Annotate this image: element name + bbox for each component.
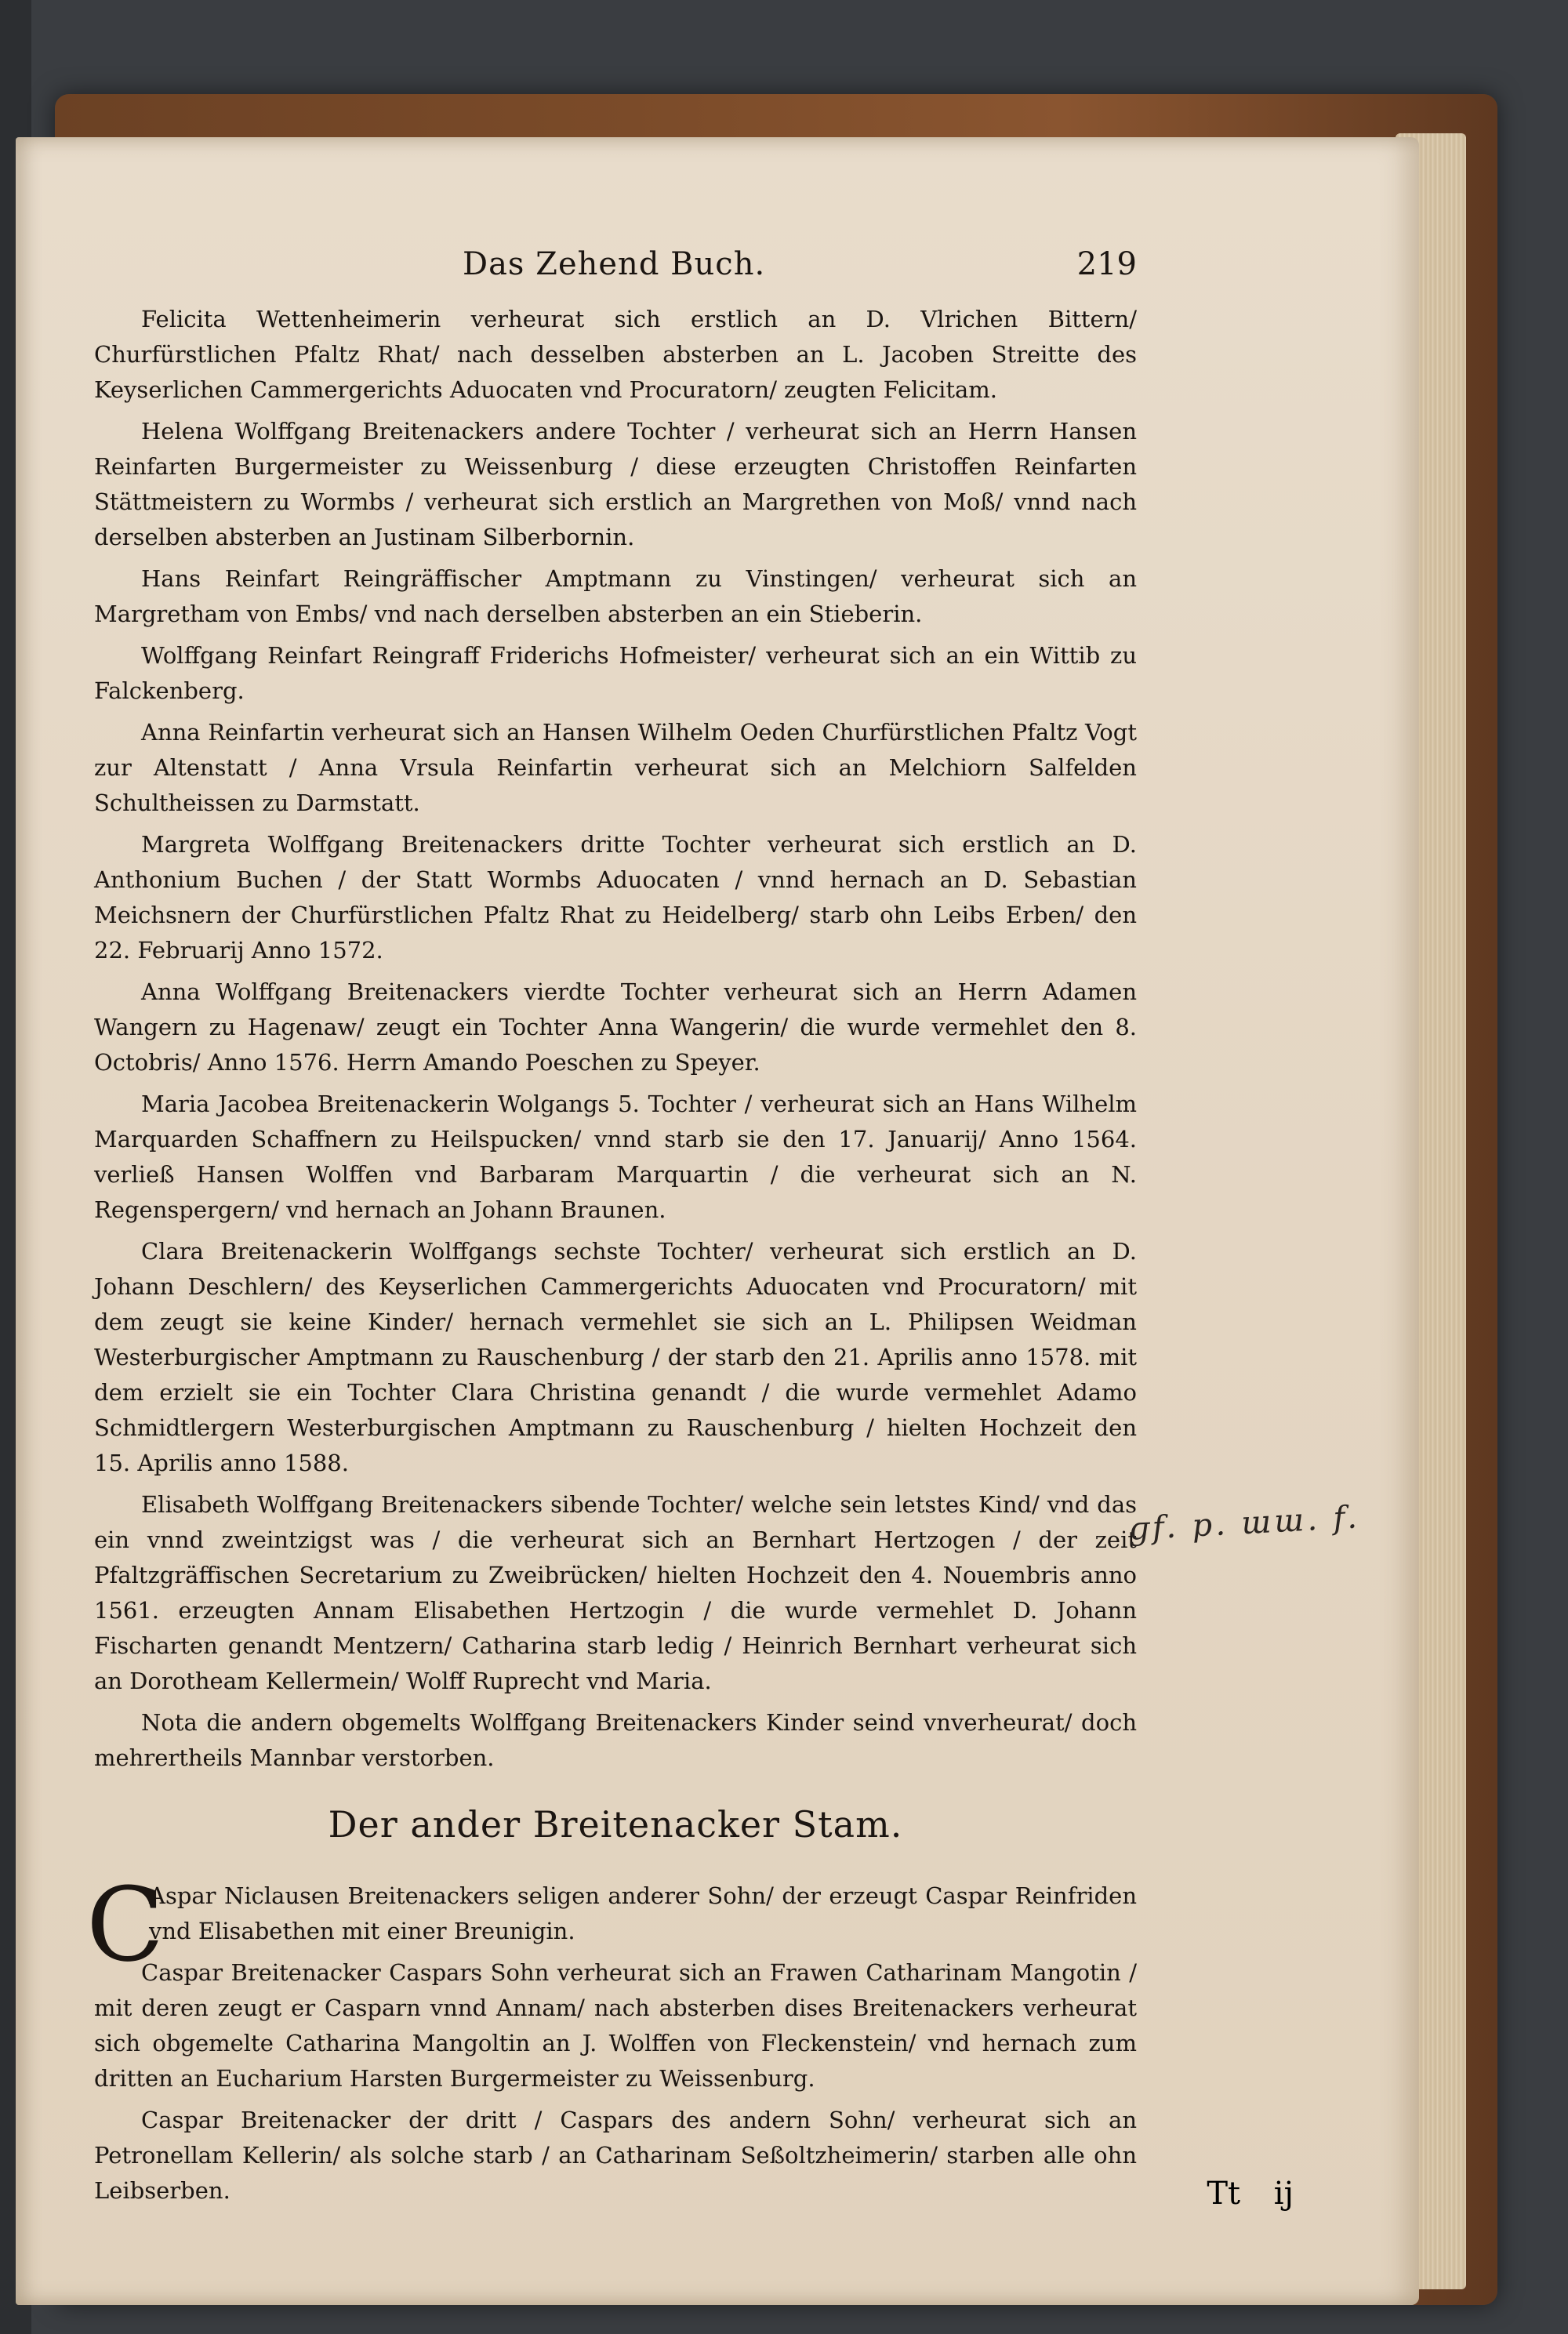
- paragraph: Felicita Wettenheimerin verheurat sich erstlich an D. Vlrichen Bittern/ Churfürstlichen Pfaltz Rhat/ nach desselben absterben an L. Jacoben Streitte des Keyserlichen Cammergerichts Aduocaten vnd Procuratorn/ zeugten Felicitam.: [94, 306, 1137, 403]
- paragraph: Caspar Breitenacker Caspars Sohn verheurat sich an Frawen Catharinam Mangotin / mit deren zeugt er Casparn vnnd Annam/ nach absterben dises Breitenackers verheurat sich obgemelte Catharina Mangoltin an J. Wolffen von Fleckenstein/ vnd hernach zum dritten an Eucharium Harsten Burgermeister zu Weissenburg.: [94, 1959, 1137, 2092]
- paragraph: Clara Breitenackerin Wolffgangs sechste Tochter/ verheurat sich erstlich an D. Johann Deschlern/ des Keyserlichen Cammergerichts Aduocaten vnd Procuratorn/ mit dem zeugt sie keine Kinder/ hernach vermehlet sie sich an L. Philipsen Weidman Westerburgischer Amptmann zu Rauschenburg / der starb den 21. Aprilis anno 1578. mit dem erzielt sie ein Tochter Clara Christina genandt / die wurde vermehlet Adamo Schmidtlergern Westerburgischen Amptmann zu Rauschenburg / hielten Hochzeit den 15. Aprilis anno 1588.: [94, 1238, 1137, 1476]
- section-heading: Der ander Breitenacker Stam.: [328, 1803, 903, 1846]
- paragraph: Maria Jacobea Breitenackerin Wolgangs 5. Tochter / verheurat sich an Hans Wilhelm Marquarden Schaffnern zu Heilspucken/ vnnd starb sie den 17. Januarij/ Anno 1564. verließ Hansen Wolffen vnd Barbaram Marquartin / die verheurat sich an N. Regenspergern/ vnd hernach an Johann Braunen.: [94, 1091, 1137, 1223]
- book-page: [16, 137, 1419, 2305]
- signature-mark: Tt ij: [1207, 2176, 1294, 2212]
- paragraph: Caspar Breitenacker der dritt / Caspars des andern Sohn/ verheurat sich an Petronellam Kellerin/ als solche starb / an Catharinam Seßoltzheimerin/ starben alle ohn Leibserben.: [94, 2107, 1137, 2204]
- dropcap-paragraph: [86, 1865, 1137, 1984]
- dropcap-paragraph-text: Aspar Niclausen Breitenackers seligen anderer Sohn/ der erzeugt Caspar Reinfriden vnd Elisabethen mit einer Breunigin.: [149, 1882, 1137, 1944]
- running-title: Das Zehend Buch.: [463, 246, 766, 282]
- handwritten-margin-note: ɡf. p. ɯɯ. f.: [1127, 1499, 1361, 1548]
- paragraph: Elisabeth Wolffgang Breitenackers sibende Tochter/ welche sein letstes Kind/ vnd das ein vnnd zweintzigst was / die verheurat sich an Bernhart Hertzogen / der zeit Pfaltzgräffischen Secretarium zu Zweibrücken/ hielten Hochzeit den 4. Nouembris anno 1561. erzeugten Annam Elisabethen Hertzogin / die wurde vermehlet D. Johann Fischarten genandt Mentzern/ Catharina starb ledig / Heinrich Bernhart verheurat sich an Dorotheam Kellermein/ Wolff Ruprecht vnd Maria.: [94, 1491, 1137, 1694]
- running-header: [94, 247, 1137, 302]
- paragraph: Wolffgang Reinfart Reingraff Friderichs Hofmeister/ verheurat sich an ein Wittib zu Falckenberg.: [94, 642, 1137, 704]
- paragraph: Anna Reinfartin verheurat sich an Hansen Wilhelm Oeden Churfürstlichen Pfaltz Vogt zur Altenstatt / Anna Vrsula Reinfartin verheurat sich an Melchiorn Salfelden Schultheissen zu Darmstatt.: [94, 719, 1137, 816]
- paragraph: Nota die andern obgemelts Wolffgang Breitenackers Kinder seind vnverheurat/ doch mehrertheils Mannbar verstorben.: [94, 1709, 1137, 1771]
- paragraph: Hans Reinfart Reingräffischer Amptmann zu Vinstingen/ verheurat sich an Margretham von Embs/ vnd nach derselben absterben an ein Stieberin.: [94, 565, 1137, 627]
- paragraph: Anna Wolffgang Breitenackers vierdte Tochter verheurat sich an Herrn Adamen Wangern zu Hagenaw/ zeugt ein Tochter Anna Wangerin/ die wurde vermehlet den 8. Octobris/ Anno 1576. Herrn Amando Poeschen zu Speyer.: [94, 978, 1137, 1076]
- page-number: 219: [1076, 246, 1137, 282]
- paragraph: Margreta Wolffgang Breitenackers dritte Tochter verheurat sich erstlich an D. Anthonium Buchen / der Statt Wormbs Aduocaten / vnnd hernach an D. Sebastian Meichsnern der Churfürstlichen Pfaltz Rhat zu Heidelberg/ starb ohn Leibs Erben/ den 22. Februarij Anno 1572.: [94, 831, 1137, 964]
- text-block: [86, 246, 1137, 2215]
- paragraph: Helena Wolffgang Breitenackers andere Tochter / verheurat sich an Herrn Hansen Reinfarten Burgermeister zu Weissenburg / diese erzeugten Christoffen Reinfarten Stättmeistern zu Wormbs / verheurat sich erstlich an Margrethen von Moß/ vnnd nach derselben absterben an Justinam Silberbornin.: [94, 418, 1137, 550]
- drop-cap-letter: C: [86, 1865, 165, 1984]
